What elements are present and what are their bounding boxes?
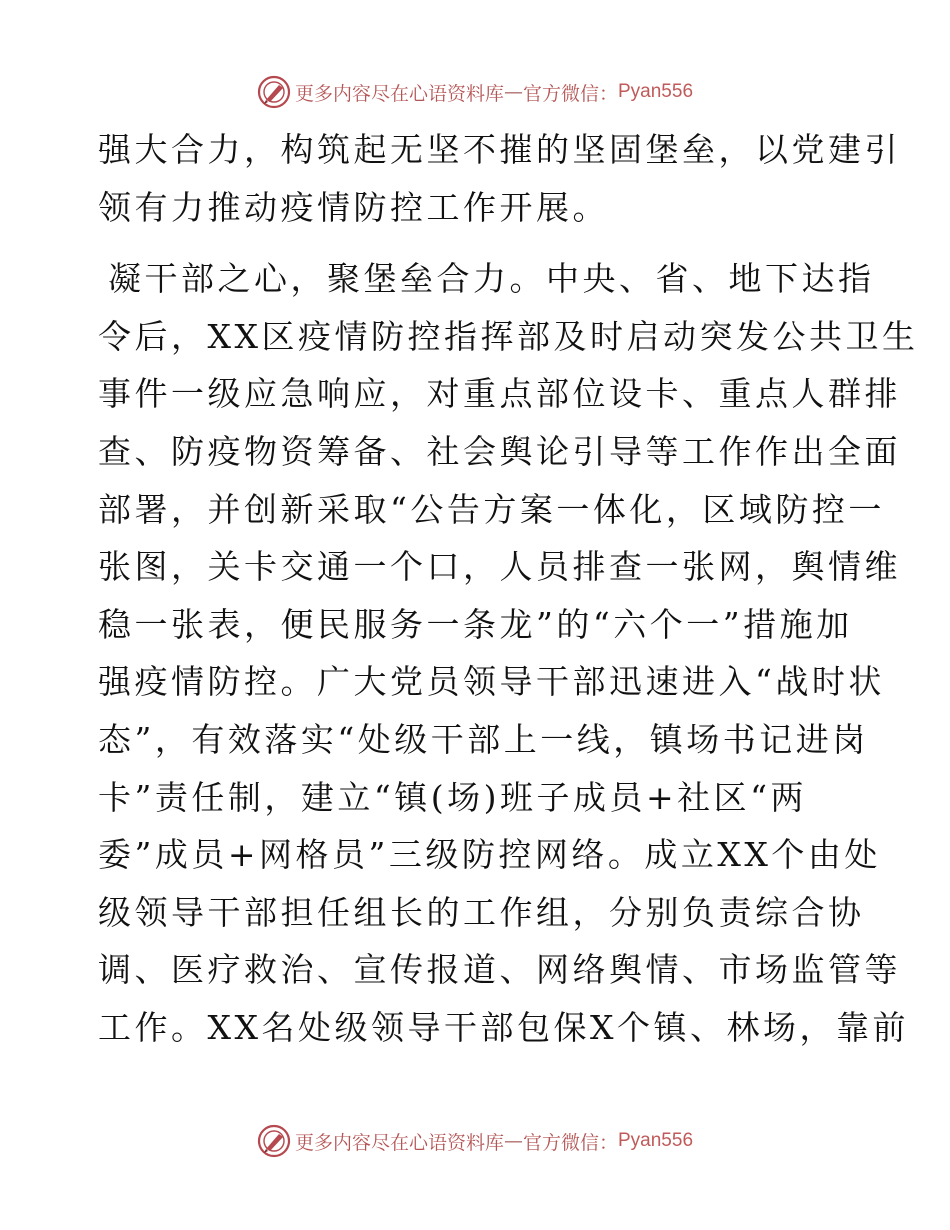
- text-line: 事件一级应急响应，对重点部位设卡、重点人群排: [98, 374, 901, 414]
- header-separator: —: [503, 81, 523, 103]
- footer-brand-text: 更多内容尽在心语资料库: [294, 1131, 504, 1154]
- text-line: 调、医疗救治、宣传报道、网络舆情、市场监管等: [98, 950, 901, 990]
- footer-wechat-id: Pyan556: [618, 1130, 694, 1151]
- text-line: 凝干部之心，聚堡垒合力。中央、省、地下达指: [108, 259, 875, 299]
- text-line: 令后，XX区疫情防控指挥部及时启动突发公共卫生: [98, 316, 919, 356]
- pen-logo-icon: [257, 1124, 291, 1158]
- text-line: 张图，关卡交通一个口，人员排查一张网，舆情维: [98, 547, 901, 587]
- text-line: 工作。XX名处级领导干部包保X个镇、林场，靠前: [98, 1007, 909, 1047]
- pen-logo-icon: [257, 75, 291, 109]
- document-body: [98, 121, 919, 1057]
- header-wechat-id: Pyan556: [618, 81, 694, 102]
- text-line: 态”，有效落实“处级干部上一线，镇场书记进岗: [98, 719, 869, 759]
- text-line: 领有力推动疫情防控工作开展。: [98, 187, 609, 227]
- text-line: 卡”责任制，建立“镇(场)班子成员+社区“两: [98, 777, 808, 817]
- header-official-label: 官方微信：: [522, 82, 618, 105]
- paragraph-1: [98, 121, 901, 236]
- text-line: 级领导干部担任组长的工作组，分别负责综合协: [98, 892, 865, 932]
- footer-banner: [0, 1121, 950, 1161]
- footer-official-label: 官方微信：: [522, 1131, 618, 1154]
- paragraph-gap: [98, 236, 858, 250]
- text-line: 委”成员+网格员”三级防控网络。成立XX个由处: [98, 835, 881, 875]
- text-line: 强大合力，构筑起无坚不摧的坚固堡垒，以党建引: [98, 130, 901, 169]
- header-brand-text: 更多内容尽在心语资料库: [294, 82, 504, 105]
- text-line: 稳一张表，便民服务一条龙”的“六个一”措施加: [98, 604, 853, 644]
- text-line: 查、防疫物资筹备、社会舆论引导等工作作出全面: [98, 431, 901, 471]
- text-line: 部署，并创新采取“公告方案一体化，区域防控一: [98, 489, 885, 529]
- text-line: 强疫情防控。广大党员领导干部迅速进入“战时状: [98, 662, 885, 702]
- footer-separator: —: [503, 1130, 523, 1152]
- paragraph-2: [98, 250, 919, 1056]
- header-banner: [0, 72, 950, 112]
